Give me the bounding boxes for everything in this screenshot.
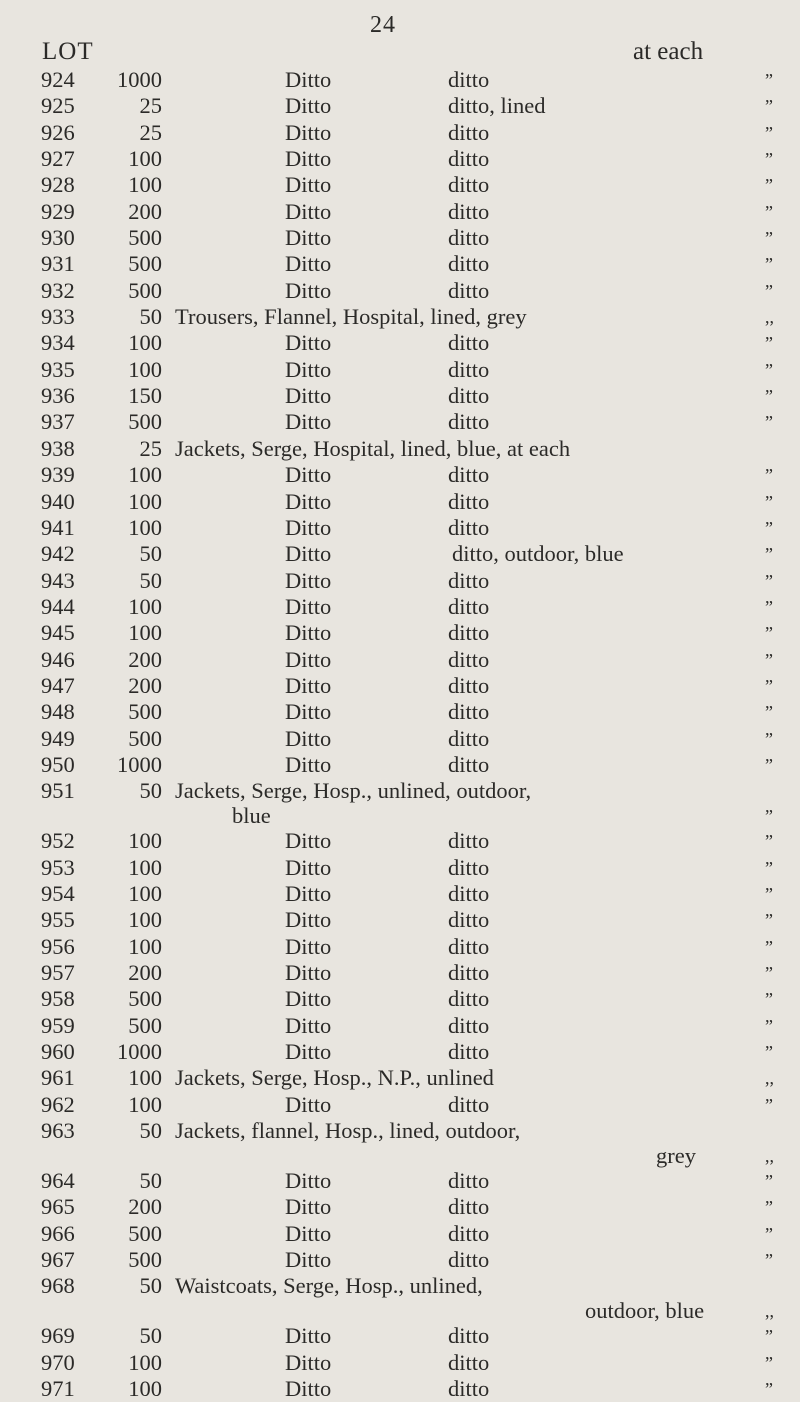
lot-description: ditto bbox=[448, 198, 490, 224]
ditto-mark: ” bbox=[765, 754, 773, 775]
lot-item: Ditto bbox=[285, 672, 332, 698]
ditto-mark: ” bbox=[765, 70, 773, 90]
lot-quantity: 100 bbox=[128, 593, 162, 619]
lot-item: Jackets, Serge, Hosp., N.P., unlined bbox=[175, 1065, 494, 1091]
lot-description: ditto bbox=[448, 1039, 490, 1065]
lot-description: ditto bbox=[448, 725, 490, 751]
lot-continuation: grey bbox=[656, 1143, 696, 1169]
lot-item: Ditto bbox=[285, 1220, 332, 1246]
lot-row bbox=[0, 1247, 800, 1273]
lot-description: ditto bbox=[448, 277, 490, 303]
lot-description: ditto bbox=[448, 462, 490, 488]
lot-description: ditto bbox=[448, 251, 490, 277]
lot-row bbox=[0, 907, 800, 933]
lot-number: 959 bbox=[41, 1012, 75, 1038]
lot-number: 938 bbox=[41, 435, 75, 461]
lot-description: ditto bbox=[448, 1323, 490, 1349]
lot-row bbox=[0, 225, 800, 251]
lot-quantity: 100 bbox=[128, 1349, 162, 1375]
ditto-mark: ” bbox=[765, 596, 773, 617]
lot-number: 946 bbox=[41, 646, 75, 672]
lot-item: Ditto bbox=[285, 383, 332, 409]
lot-description: ditto bbox=[448, 854, 490, 880]
lot-quantity: 200 bbox=[128, 646, 162, 672]
lot-quantity: 100 bbox=[128, 172, 162, 198]
lot-item: Ditto bbox=[285, 409, 332, 435]
lot-item: Ditto bbox=[285, 541, 332, 567]
lot-number: 929 bbox=[41, 198, 75, 224]
lot-description: ditto bbox=[448, 620, 490, 646]
lot-row bbox=[0, 383, 800, 409]
lot-row bbox=[0, 199, 800, 225]
lot-row bbox=[0, 726, 800, 752]
lot-row bbox=[0, 934, 800, 960]
lot-item: Ditto bbox=[285, 172, 332, 198]
lot-row bbox=[0, 673, 800, 699]
lot-description: ditto bbox=[448, 986, 490, 1012]
lot-number: 945 bbox=[41, 620, 75, 646]
ditto-mark: ” bbox=[765, 544, 773, 565]
lot-item: Ditto bbox=[285, 567, 332, 593]
lot-row bbox=[0, 1376, 800, 1402]
lot-quantity: 100 bbox=[128, 933, 162, 959]
ditto-mark: ” bbox=[765, 1197, 773, 1218]
lot-number: 928 bbox=[41, 172, 75, 198]
lot-description: ditto, lined bbox=[448, 93, 546, 119]
lot-item: Ditto bbox=[285, 1194, 332, 1220]
lot-description: ditto bbox=[448, 1194, 490, 1220]
lot-description: ditto bbox=[448, 330, 490, 356]
lot-row bbox=[0, 1065, 800, 1091]
lot-description: ditto bbox=[448, 1349, 490, 1375]
lot-quantity: 500 bbox=[128, 225, 162, 251]
ditto-mark: ” bbox=[765, 936, 773, 957]
lot-number: 949 bbox=[41, 725, 75, 751]
lot-quantity: 25 bbox=[139, 93, 162, 119]
lot-number: 940 bbox=[41, 488, 75, 514]
lot-quantity: 100 bbox=[128, 356, 162, 382]
lot-number: 954 bbox=[41, 880, 75, 906]
lot-quantity: 1000 bbox=[117, 67, 162, 92]
ditto-mark: ” bbox=[765, 517, 773, 538]
lot-description: ditto bbox=[448, 172, 490, 198]
lot-description: ditto bbox=[448, 699, 490, 725]
lot-number: 968 bbox=[41, 1273, 75, 1299]
ditto-mark: ” bbox=[765, 857, 773, 878]
lot-row bbox=[0, 1039, 800, 1065]
lot-continuation: blue bbox=[232, 803, 271, 829]
ditto-mark: ” bbox=[765, 1250, 773, 1271]
lot-number: 942 bbox=[41, 541, 75, 567]
lot-description: ditto bbox=[448, 383, 490, 409]
lot-number: 956 bbox=[41, 933, 75, 959]
lot-row bbox=[0, 436, 800, 462]
lot-number: 970 bbox=[41, 1349, 75, 1375]
lot-item: Ditto bbox=[285, 933, 332, 959]
lot-description: ditto bbox=[448, 751, 490, 777]
lot-description: ditto bbox=[448, 1247, 490, 1273]
lot-row bbox=[0, 541, 800, 567]
lot-description: ditto bbox=[448, 119, 490, 145]
lot-description: ditto bbox=[448, 672, 490, 698]
lot-item: Ditto bbox=[285, 1376, 332, 1402]
lot-item: Ditto bbox=[285, 330, 332, 356]
lot-number: 967 bbox=[41, 1247, 75, 1273]
column-header bbox=[0, 38, 800, 68]
lot-item: Ditto bbox=[285, 1168, 332, 1194]
lot-description: ditto bbox=[448, 1012, 490, 1038]
lot-row bbox=[0, 304, 800, 330]
lot-number: 943 bbox=[41, 567, 75, 593]
lot-quantity: 100 bbox=[128, 907, 162, 933]
lot-row bbox=[0, 986, 800, 1012]
lot-item: Ditto bbox=[285, 119, 332, 145]
ditto-mark: ” bbox=[765, 201, 773, 222]
lot-item: Ditto bbox=[285, 198, 332, 224]
lot-quantity: 500 bbox=[128, 1220, 162, 1246]
lot-quantity: 500 bbox=[128, 986, 162, 1012]
lot-row bbox=[0, 881, 800, 907]
lot-description: ditto bbox=[448, 1376, 490, 1402]
lot-quantity: 50 bbox=[139, 567, 162, 593]
lot-description: ditto bbox=[448, 907, 490, 933]
lot-row bbox=[0, 752, 800, 778]
lot-number: 936 bbox=[41, 383, 75, 409]
ditto-mark: ” bbox=[765, 1015, 773, 1036]
lot-item: Ditto bbox=[285, 828, 332, 854]
lot-quantity: 50 bbox=[139, 1168, 162, 1194]
ditto-mark: ,, bbox=[765, 1301, 774, 1322]
lot-quantity: 25 bbox=[139, 435, 162, 461]
lot-item: Ditto bbox=[285, 1091, 332, 1117]
lot-item: Jackets, flannel, Hosp., lined, outdoor, bbox=[175, 1118, 521, 1144]
ditto-mark: ” bbox=[765, 122, 773, 143]
lot-row bbox=[0, 172, 800, 198]
ditto-mark: ” bbox=[765, 649, 773, 670]
lot-number: 939 bbox=[41, 462, 75, 488]
ditto-mark: ” bbox=[765, 963, 773, 983]
lot-item: Ditto bbox=[285, 699, 332, 725]
lot-quantity: 200 bbox=[128, 1194, 162, 1220]
ditto-mark: ” bbox=[765, 1171, 773, 1192]
lot-row bbox=[0, 699, 800, 725]
ditto-mark: ,, bbox=[765, 1068, 774, 1089]
lot-description: ditto, outdoor, blue bbox=[452, 541, 624, 567]
lot-description: ditto bbox=[448, 67, 490, 92]
lot-row bbox=[0, 960, 800, 986]
lot-row bbox=[0, 1013, 800, 1039]
lot-item: Trousers, Flannel, Hospital, lined, grey bbox=[175, 304, 527, 330]
lot-item: Ditto bbox=[285, 462, 332, 488]
lot-row bbox=[0, 1168, 800, 1194]
ditto-mark: ” bbox=[765, 728, 773, 749]
lot-item: Waistcoats, Serge, Hosp., unlined, bbox=[175, 1273, 483, 1299]
lot-item: Ditto bbox=[285, 907, 332, 933]
lot-item: Ditto bbox=[285, 725, 332, 751]
lot-description: ditto bbox=[448, 960, 490, 985]
lot-number: 962 bbox=[41, 1091, 75, 1117]
lot-quantity: 50 bbox=[139, 1273, 162, 1299]
lot-row bbox=[0, 620, 800, 646]
ditto-mark: ” bbox=[765, 280, 773, 301]
lot-number: 948 bbox=[41, 699, 75, 725]
lot-item: Ditto bbox=[285, 251, 332, 277]
lot-item: Ditto bbox=[285, 960, 332, 985]
lot-item: Ditto bbox=[285, 1039, 332, 1065]
lot-number: 964 bbox=[41, 1168, 75, 1194]
lot-number: 925 bbox=[41, 93, 75, 119]
lot-item: Ditto bbox=[285, 854, 332, 880]
ditto-mark: ” bbox=[765, 702, 773, 723]
lot-item: Jackets, Serge, Hospital, lined, blue, at each bbox=[175, 435, 571, 461]
lot-item: Ditto bbox=[285, 593, 332, 619]
ditto-mark: ” bbox=[765, 465, 773, 486]
lot-description: ditto bbox=[448, 146, 490, 172]
lot-number: 971 bbox=[41, 1376, 75, 1402]
lot-quantity: 1000 bbox=[117, 751, 162, 777]
ditto-mark: ” bbox=[765, 333, 773, 354]
lot-quantity: 100 bbox=[128, 514, 162, 540]
lot-header: LOT bbox=[42, 38, 94, 65]
lot-quantity: 100 bbox=[128, 462, 162, 488]
lot-quantity: 100 bbox=[128, 488, 162, 514]
lot-number: 961 bbox=[41, 1065, 75, 1091]
lot-number: 932 bbox=[41, 277, 75, 303]
ditto-mark: ,, bbox=[765, 1146, 774, 1167]
lot-number: 926 bbox=[41, 119, 75, 145]
lot-description: ditto bbox=[448, 1091, 490, 1117]
lot-number: 955 bbox=[41, 907, 75, 933]
lot-row bbox=[0, 251, 800, 277]
lot-row bbox=[0, 1323, 800, 1349]
lot-number: 969 bbox=[41, 1323, 75, 1349]
ditto-mark: ” bbox=[765, 228, 773, 249]
lot-quantity: 100 bbox=[128, 330, 162, 356]
ditto-mark: ” bbox=[765, 806, 773, 827]
lot-number: 951 bbox=[41, 778, 75, 804]
lot-row bbox=[0, 489, 800, 515]
ditto-mark: ” bbox=[765, 570, 773, 591]
lot-item: Ditto bbox=[285, 880, 332, 906]
ditto-mark: ” bbox=[765, 254, 773, 275]
lot-number: 947 bbox=[41, 672, 75, 698]
lot-number: 930 bbox=[41, 225, 75, 251]
price-header: at each bbox=[633, 38, 704, 65]
lot-number: 927 bbox=[41, 146, 75, 172]
lot-row bbox=[0, 778, 800, 828]
lot-continuation: outdoor, blue bbox=[585, 1298, 705, 1324]
lot-description: ditto bbox=[448, 409, 490, 435]
lot-description: ditto bbox=[448, 828, 490, 854]
lot-description: ditto bbox=[448, 1220, 490, 1246]
lot-row bbox=[0, 568, 800, 594]
lot-number: 965 bbox=[41, 1194, 75, 1220]
ditto-mark: ,, bbox=[765, 307, 774, 328]
ditto-mark: ” bbox=[765, 1223, 773, 1244]
ditto-mark: ” bbox=[765, 175, 773, 196]
lot-item: Ditto bbox=[285, 751, 332, 777]
lot-number: 953 bbox=[41, 854, 75, 880]
lot-row bbox=[0, 1221, 800, 1247]
lot-item: Ditto bbox=[285, 514, 332, 540]
lot-description: ditto bbox=[448, 488, 490, 514]
lot-item: Ditto bbox=[285, 146, 332, 172]
lot-quantity: 500 bbox=[128, 725, 162, 751]
lot-row bbox=[0, 357, 800, 383]
lot-row bbox=[0, 855, 800, 881]
lot-quantity: 100 bbox=[128, 146, 162, 172]
lot-quantity: 500 bbox=[128, 1012, 162, 1038]
lot-number: 963 bbox=[41, 1118, 75, 1144]
lot-quantity: 100 bbox=[128, 854, 162, 880]
lot-row bbox=[0, 93, 800, 119]
lot-item: Ditto bbox=[285, 277, 332, 303]
lot-quantity: 100 bbox=[128, 1376, 162, 1402]
ditto-mark: ” bbox=[765, 1379, 773, 1400]
lot-quantity: 25 bbox=[139, 119, 162, 145]
lot-row bbox=[0, 1194, 800, 1220]
lot-number: 931 bbox=[41, 251, 75, 277]
lot-quantity: 500 bbox=[128, 277, 162, 303]
lot-row bbox=[0, 1350, 800, 1376]
lot-quantity: 500 bbox=[128, 699, 162, 725]
lot-item: Ditto bbox=[285, 986, 332, 1012]
lot-item: Ditto bbox=[285, 93, 332, 119]
lot-row bbox=[0, 278, 800, 304]
lot-description: ditto bbox=[448, 1168, 490, 1194]
lot-item: Ditto bbox=[285, 488, 332, 514]
lot-row bbox=[0, 67, 800, 93]
page-number: 24 bbox=[370, 12, 396, 38]
lot-quantity: 500 bbox=[128, 251, 162, 277]
lot-row bbox=[0, 462, 800, 488]
lot-row bbox=[0, 409, 800, 435]
lot-number: 952 bbox=[41, 828, 75, 854]
ditto-mark: ” bbox=[765, 149, 773, 170]
ditto-mark: ” bbox=[765, 675, 773, 696]
lot-item: Ditto bbox=[285, 620, 332, 646]
lot-number: 937 bbox=[41, 409, 75, 435]
lot-description: ditto bbox=[448, 356, 490, 382]
lot-quantity: 100 bbox=[128, 1065, 162, 1091]
lot-item: Ditto bbox=[285, 1012, 332, 1038]
ditto-mark: ” bbox=[765, 1326, 773, 1347]
lot-row bbox=[0, 1273, 800, 1323]
lot-quantity: 200 bbox=[128, 198, 162, 224]
lot-row bbox=[0, 1092, 800, 1118]
ditto-mark: ” bbox=[765, 1042, 773, 1063]
ditto-mark: ” bbox=[765, 831, 773, 852]
lot-quantity: 50 bbox=[139, 304, 162, 330]
lot-description: ditto bbox=[448, 880, 490, 906]
lot-row bbox=[0, 515, 800, 541]
lot-number: 934 bbox=[41, 330, 75, 356]
lot-quantity: 100 bbox=[128, 1091, 162, 1117]
lot-description: ditto bbox=[448, 567, 490, 593]
lot-quantity: 100 bbox=[128, 880, 162, 906]
lot-number: 933 bbox=[41, 304, 75, 330]
lot-number: 957 bbox=[41, 960, 75, 985]
lot-item: Ditto bbox=[285, 1349, 332, 1375]
ditto-mark: ” bbox=[765, 386, 773, 407]
lot-quantity: 50 bbox=[139, 1118, 162, 1144]
lot-description: ditto bbox=[448, 933, 490, 959]
lot-description: ditto bbox=[448, 593, 490, 619]
lot-number: 944 bbox=[41, 593, 75, 619]
ditto-mark: ” bbox=[765, 623, 773, 644]
lot-number: 941 bbox=[41, 514, 75, 540]
lot-number: 950 bbox=[41, 751, 75, 777]
lot-number: 958 bbox=[41, 986, 75, 1012]
lot-quantity: 500 bbox=[128, 409, 162, 435]
lot-row bbox=[0, 647, 800, 673]
lot-row bbox=[0, 330, 800, 356]
lot-item: Ditto bbox=[285, 1247, 332, 1273]
lot-description: ditto bbox=[448, 225, 490, 251]
lot-quantity: 50 bbox=[139, 1323, 162, 1349]
ditto-mark: ” bbox=[765, 1094, 773, 1115]
lot-quantity: 50 bbox=[139, 541, 162, 567]
lot-item: Ditto bbox=[285, 67, 332, 92]
lot-quantity: 200 bbox=[128, 960, 162, 985]
ditto-mark: ” bbox=[765, 359, 773, 380]
ditto-mark: ” bbox=[765, 491, 773, 512]
ditto-mark: ” bbox=[765, 412, 773, 433]
lot-row bbox=[0, 120, 800, 146]
lot-row bbox=[0, 828, 800, 854]
lot-quantity: 1000 bbox=[117, 1039, 162, 1065]
lot-row bbox=[0, 594, 800, 620]
lot-quantity: 150 bbox=[128, 383, 162, 409]
lot-item: Ditto bbox=[285, 225, 332, 251]
lot-item: Ditto bbox=[285, 646, 332, 672]
ditto-mark: ” bbox=[765, 96, 773, 117]
lot-quantity: 50 bbox=[139, 778, 162, 804]
lot-list bbox=[0, 67, 800, 1402]
lot-quantity: 100 bbox=[128, 620, 162, 646]
lot-item: Ditto bbox=[285, 1323, 332, 1349]
lot-number: 960 bbox=[41, 1039, 75, 1065]
lot-number: 935 bbox=[41, 356, 75, 382]
lot-item: Ditto bbox=[285, 356, 332, 382]
lot-description: ditto bbox=[448, 514, 490, 540]
lot-row bbox=[0, 146, 800, 172]
lot-number: 924 bbox=[41, 67, 75, 92]
ditto-mark: ” bbox=[765, 910, 773, 931]
ditto-mark: ” bbox=[765, 883, 773, 904]
lot-quantity: 500 bbox=[128, 1247, 162, 1273]
ditto-mark: ” bbox=[765, 989, 773, 1010]
lot-item: Jackets, Serge, Hosp., unlined, outdoor, bbox=[175, 778, 532, 804]
lot-quantity: 200 bbox=[128, 672, 162, 698]
lot-quantity: 100 bbox=[128, 828, 162, 854]
lot-number: 966 bbox=[41, 1220, 75, 1246]
ditto-mark: ” bbox=[765, 1352, 773, 1373]
lot-description: ditto bbox=[448, 646, 490, 672]
